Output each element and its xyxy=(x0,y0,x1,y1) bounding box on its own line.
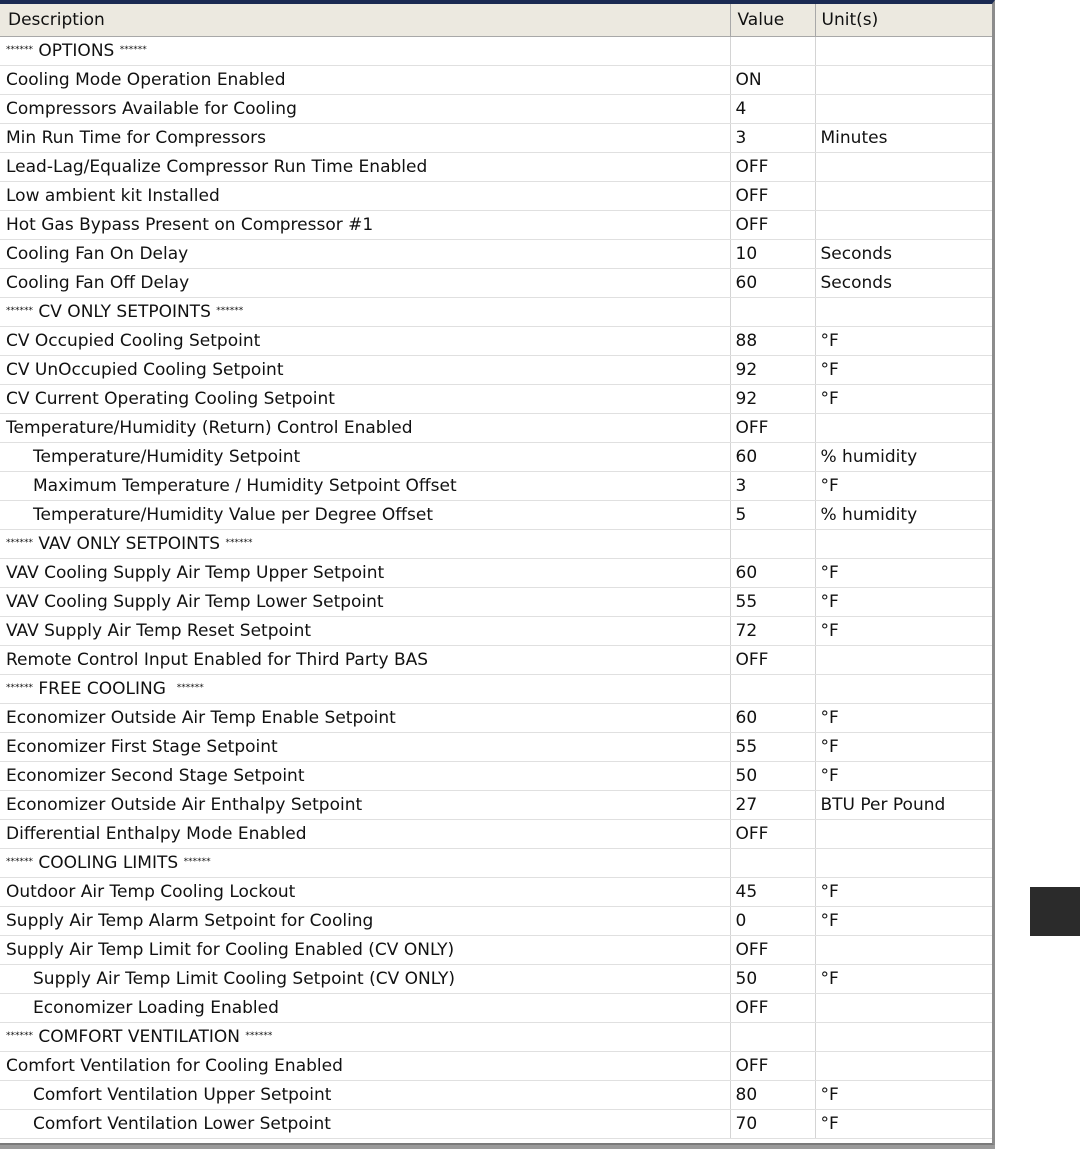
description-cell[interactable]: Compressors Available for Cooling xyxy=(0,94,730,123)
description-cell[interactable]: Cooling Fan On Delay xyxy=(0,239,730,268)
table-row[interactable] xyxy=(0,761,992,790)
description-cell[interactable]: CV Current Operating Cooling Setpoint xyxy=(0,384,730,413)
section-stars-right: ****** xyxy=(119,44,147,55)
value-cell[interactable]: 92 xyxy=(730,355,815,384)
value-cell[interactable] xyxy=(730,674,815,703)
value-cell[interactable]: OFF xyxy=(730,181,815,210)
section-stars-left: ****** xyxy=(6,856,33,867)
parameter-table xyxy=(0,4,993,1139)
value-cell[interactable]: OFF xyxy=(730,935,815,964)
description-cell[interactable]: Low ambient kit Installed xyxy=(0,181,730,210)
value-cell[interactable]: 60 xyxy=(730,442,815,471)
unit-cell: °F xyxy=(815,877,992,906)
table-row[interactable] xyxy=(0,1109,992,1138)
section-title-cell[interactable] xyxy=(0,529,730,558)
section-stars-left: ****** xyxy=(6,305,33,316)
description-cell[interactable]: Differential Enthalpy Mode Enabled xyxy=(0,819,730,848)
value-cell[interactable]: OFF xyxy=(730,993,815,1022)
unit-cell: Seconds xyxy=(815,268,992,297)
table-row[interactable] xyxy=(0,355,992,384)
value-cell[interactable]: 60 xyxy=(730,703,815,732)
column-header-value[interactable]: Value xyxy=(730,4,815,36)
unit-cell: °F xyxy=(815,471,992,500)
table-row[interactable] xyxy=(0,152,992,181)
table-row[interactable] xyxy=(0,616,992,645)
section-title-cell[interactable] xyxy=(0,848,730,877)
description-cell[interactable]: Economizer Outside Air Enthalpy Setpoint xyxy=(0,790,730,819)
section-title: COMFORT VENTILATION xyxy=(33,1026,246,1047)
table-row[interactable] xyxy=(0,790,992,819)
section-header-row[interactable] xyxy=(0,674,992,703)
value-cell[interactable]: 92 xyxy=(730,384,815,413)
table-row[interactable] xyxy=(0,906,992,935)
table-row[interactable] xyxy=(0,587,992,616)
unit-cell: °F xyxy=(815,355,992,384)
description-cell[interactable]: Economizer Outside Air Temp Enable Setpoint xyxy=(0,703,730,732)
table-row[interactable] xyxy=(0,993,992,1022)
description-cell[interactable]: Outdoor Air Temp Cooling Lockout xyxy=(0,877,730,906)
value-cell[interactable]: 55 xyxy=(730,587,815,616)
section-title-cell[interactable] xyxy=(0,36,730,65)
unit-cell xyxy=(815,94,992,123)
table-row[interactable] xyxy=(0,558,992,587)
description-cell[interactable]: Temperature/Humidity Value per Degree Offset xyxy=(0,500,730,529)
table-row[interactable] xyxy=(0,964,992,993)
section-header-row[interactable] xyxy=(0,36,992,65)
unit-cell xyxy=(815,1022,992,1051)
description-cell[interactable]: Supply Air Temp Alarm Setpoint for Cooling xyxy=(0,906,730,935)
table-row[interactable] xyxy=(0,500,992,529)
unit-cell xyxy=(815,993,992,1022)
unit-cell: °F xyxy=(815,616,992,645)
description-cell[interactable]: Economizer First Stage Setpoint xyxy=(0,732,730,761)
section-stars-right: ****** xyxy=(216,305,244,316)
description-cell[interactable]: Comfort Ventilation Lower Setpoint xyxy=(0,1109,730,1138)
table-row[interactable] xyxy=(0,877,992,906)
unit-cell xyxy=(815,413,992,442)
value-cell[interactable]: 10 xyxy=(730,239,815,268)
value-cell[interactable]: OFF xyxy=(730,152,815,181)
value-cell[interactable]: OFF xyxy=(730,210,815,239)
description-cell[interactable]: Maximum Temperature / Humidity Setpoint Offset xyxy=(0,471,730,500)
column-header-description[interactable]: Description xyxy=(0,4,730,36)
unit-cell: Minutes xyxy=(815,123,992,152)
section-stars-left: ****** xyxy=(6,537,33,548)
value-cell[interactable] xyxy=(730,36,815,65)
table-row[interactable] xyxy=(0,732,992,761)
unit-cell: °F xyxy=(815,587,992,616)
unit-cell xyxy=(815,1051,992,1080)
unit-cell: % humidity xyxy=(815,442,992,471)
value-cell[interactable]: 3 xyxy=(730,471,815,500)
section-stars-right: ****** xyxy=(183,856,211,867)
value-cell[interactable]: 55 xyxy=(730,732,815,761)
description-cell[interactable]: Cooling Mode Operation Enabled xyxy=(0,65,730,94)
description-cell[interactable]: CV Occupied Cooling Setpoint xyxy=(0,326,730,355)
section-header-row[interactable] xyxy=(0,848,992,877)
value-cell[interactable]: 60 xyxy=(730,558,815,587)
unit-cell: °F xyxy=(815,326,992,355)
section-title: FREE COOLING xyxy=(33,678,177,699)
table-row[interactable] xyxy=(0,442,992,471)
horizontal-scrollbar-edge xyxy=(0,1145,995,1149)
unit-cell xyxy=(815,529,992,558)
section-stars-right: ****** xyxy=(245,1030,273,1041)
unit-cell: °F xyxy=(815,1109,992,1138)
section-title-cell[interactable] xyxy=(0,297,730,326)
unit-cell xyxy=(815,819,992,848)
value-cell[interactable]: 0 xyxy=(730,906,815,935)
value-cell[interactable]: 27 xyxy=(730,790,815,819)
section-title: VAV ONLY SETPOINTS xyxy=(33,533,226,554)
table-row[interactable] xyxy=(0,123,992,152)
section-header-row[interactable] xyxy=(0,297,992,326)
value-cell[interactable]: 72 xyxy=(730,616,815,645)
value-cell[interactable]: OFF xyxy=(730,819,815,848)
description-cell[interactable]: Min Run Time for Compressors xyxy=(0,123,730,152)
unit-cell: °F xyxy=(815,964,992,993)
unit-cell: Seconds xyxy=(815,239,992,268)
unit-cell xyxy=(815,645,992,674)
unit-cell xyxy=(815,65,992,94)
section-title-cell[interactable] xyxy=(0,1022,730,1051)
description-cell[interactable]: VAV Cooling Supply Air Temp Lower Setpoint xyxy=(0,587,730,616)
description-cell[interactable]: Cooling Fan Off Delay xyxy=(0,268,730,297)
value-cell[interactable]: OFF xyxy=(730,413,815,442)
value-cell[interactable]: 50 xyxy=(730,761,815,790)
unit-cell xyxy=(815,935,992,964)
unit-cell: % humidity xyxy=(815,500,992,529)
table-row[interactable] xyxy=(0,1051,992,1080)
section-title: OPTIONS xyxy=(33,40,120,61)
section-title-cell[interactable] xyxy=(0,674,730,703)
description-cell[interactable]: VAV Cooling Supply Air Temp Upper Setpoint xyxy=(0,558,730,587)
description-cell[interactable]: Lead-Lag/Equalize Compressor Run Time Enabled xyxy=(0,152,730,181)
unit-cell: °F xyxy=(815,732,992,761)
unit-cell xyxy=(815,181,992,210)
table-row[interactable] xyxy=(0,1080,992,1109)
table-row[interactable] xyxy=(0,65,992,94)
table-row[interactable] xyxy=(0,239,992,268)
description-cell[interactable]: Hot Gas Bypass Present on Compressor #1 xyxy=(0,210,730,239)
value-cell[interactable]: 4 xyxy=(730,94,815,123)
description-cell[interactable]: Supply Air Temp Limit Cooling Setpoint (CV ONLY) xyxy=(0,964,730,993)
unit-cell: °F xyxy=(815,703,992,732)
description-cell[interactable]: Economizer Loading Enabled xyxy=(0,993,730,1022)
black-marker-box xyxy=(1030,887,1080,936)
value-cell[interactable]: 70 xyxy=(730,1109,815,1138)
description-cell[interactable]: Supply Air Temp Limit for Cooling Enabled (CV ONLY) xyxy=(0,935,730,964)
section-header-row[interactable] xyxy=(0,529,992,558)
unit-cell xyxy=(815,297,992,326)
unit-cell xyxy=(815,36,992,65)
value-cell[interactable]: OFF xyxy=(730,645,815,674)
value-cell[interactable]: 80 xyxy=(730,1080,815,1109)
value-cell[interactable]: ON xyxy=(730,65,815,94)
value-cell[interactable]: 50 xyxy=(730,964,815,993)
unit-cell: °F xyxy=(815,384,992,413)
value-cell[interactable]: 45 xyxy=(730,877,815,906)
table-row[interactable] xyxy=(0,326,992,355)
table-row[interactable] xyxy=(0,268,992,297)
table-row[interactable] xyxy=(0,819,992,848)
table-row[interactable] xyxy=(0,413,992,442)
value-cell[interactable]: 5 xyxy=(730,500,815,529)
value-cell[interactable]: 3 xyxy=(730,123,815,152)
section-stars-right: ****** xyxy=(176,682,204,693)
unit-cell xyxy=(815,152,992,181)
table-row[interactable] xyxy=(0,703,992,732)
table-row[interactable] xyxy=(0,645,992,674)
value-cell[interactable]: 88 xyxy=(730,326,815,355)
unit-cell: °F xyxy=(815,906,992,935)
value-cell[interactable]: 60 xyxy=(730,268,815,297)
table-row[interactable] xyxy=(0,384,992,413)
description-cell[interactable]: Comfort Ventilation for Cooling Enabled xyxy=(0,1051,730,1080)
value-cell[interactable] xyxy=(730,297,815,326)
unit-cell: °F xyxy=(815,558,992,587)
table-row[interactable] xyxy=(0,471,992,500)
description-cell[interactable]: Temperature/Humidity Setpoint xyxy=(0,442,730,471)
section-header-row[interactable] xyxy=(0,1022,992,1051)
unit-cell xyxy=(815,674,992,703)
column-header-units[interactable]: Unit(s) xyxy=(815,4,992,36)
section-stars-left: ****** xyxy=(6,1030,33,1041)
unit-cell xyxy=(815,210,992,239)
value-cell[interactable] xyxy=(730,848,815,877)
value-cell[interactable]: OFF xyxy=(730,1051,815,1080)
description-cell[interactable]: Remote Control Input Enabled for Third Party BAS xyxy=(0,645,730,674)
description-cell[interactable]: CV UnOccupied Cooling Setpoint xyxy=(0,355,730,384)
unit-cell: °F xyxy=(815,1080,992,1109)
unit-cell xyxy=(815,848,992,877)
value-cell[interactable] xyxy=(730,1022,815,1051)
description-cell[interactable]: Temperature/Humidity (Return) Control Enabled xyxy=(0,413,730,442)
section-stars-left: ****** xyxy=(6,682,33,693)
header-row xyxy=(0,4,992,36)
table-row[interactable] xyxy=(0,94,992,123)
section-title: COOLING LIMITS xyxy=(33,852,184,873)
description-cell[interactable]: Comfort Ventilation Upper Setpoint xyxy=(0,1080,730,1109)
description-cell[interactable]: VAV Supply Air Temp Reset Setpoint xyxy=(0,616,730,645)
section-stars-right: ****** xyxy=(225,537,253,548)
table-row[interactable] xyxy=(0,210,992,239)
value-cell[interactable] xyxy=(730,529,815,558)
unit-cell: BTU Per Pound xyxy=(815,790,992,819)
unit-cell: °F xyxy=(815,761,992,790)
description-cell[interactable]: Economizer Second Stage Setpoint xyxy=(0,761,730,790)
table-row[interactable] xyxy=(0,181,992,210)
section-stars-left: ****** xyxy=(6,44,33,55)
section-title: CV ONLY SETPOINTS xyxy=(33,301,217,322)
table-row[interactable] xyxy=(0,935,992,964)
